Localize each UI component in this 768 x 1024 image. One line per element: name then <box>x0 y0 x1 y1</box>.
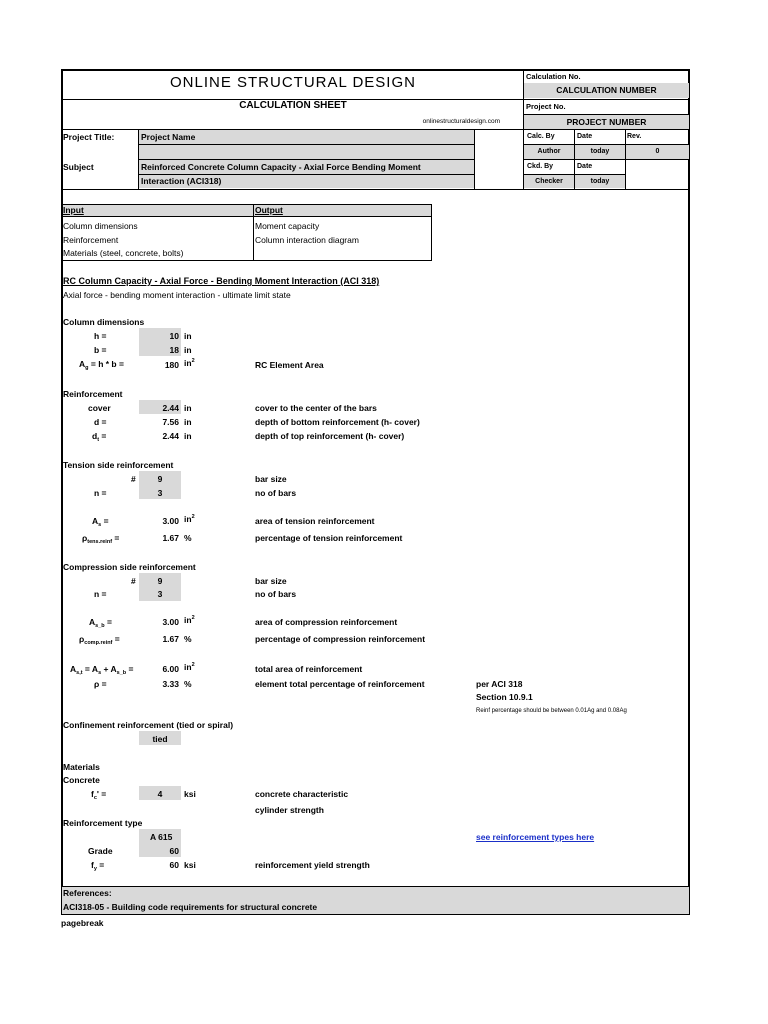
d-unit: in <box>184 417 192 427</box>
confinement-value: tied <box>152 734 168 744</box>
fy-unit: ksi <box>184 860 196 870</box>
reinf-type-value: A 615 <box>150 832 173 842</box>
section-subtitle: Axial force - bending moment interaction - ultimate limit state <box>63 290 291 300</box>
compression-n-label: n = <box>94 589 107 599</box>
reinforcement-heading: Reinforcement <box>63 389 123 399</box>
ast-value: 6.00 <box>162 664 179 674</box>
references-heading: References: <box>63 888 112 898</box>
fy-value: 60 <box>169 860 179 870</box>
tension-n-value: 3 <box>157 488 163 498</box>
grade-value: 60 <box>169 846 179 856</box>
b-label: b = <box>94 345 107 355</box>
h-value: 10 <box>169 331 179 341</box>
d-value: 7.56 <box>162 417 179 427</box>
dt-unit: in <box>184 431 192 441</box>
code-ref-2: Section 10.9.1 <box>476 692 533 702</box>
tension-bar-size: 9 <box>157 474 163 484</box>
rho-tension-value: 1.67 <box>162 533 179 543</box>
rho-total-desc: element total percentage of reinforcement <box>255 679 425 689</box>
date-value-2[interactable]: today <box>575 175 625 188</box>
compression-hash: # <box>131 576 136 586</box>
fy-desc: reinforcement yield strength <box>255 860 370 870</box>
h-unit: in <box>184 331 192 341</box>
dt-value: 2.44 <box>162 431 179 441</box>
materials-heading: Materials <box>63 762 100 772</box>
rho-total-unit: % <box>184 679 192 689</box>
input-item: Column dimensions <box>63 221 138 231</box>
b-value: 18 <box>169 345 179 355</box>
tension-bar-size-desc: bar size <box>255 474 287 484</box>
rho-tension-label: $\rho_{tens.reinf}$ = <box>82 533 120 545</box>
input-item: Materials (steel, concrete, bolts) <box>63 248 184 258</box>
fc-desc-1: concrete characteristic <box>255 789 349 799</box>
output-header: Output <box>255 205 283 215</box>
tension-hash: # <box>131 474 136 484</box>
reinforcement-types-link[interactable]: see reinforcement types here <box>476 832 595 842</box>
tension-n-label: n = <box>94 488 107 498</box>
rho-total-value: 3.33 <box>162 679 179 689</box>
dt-desc: depth of top reinforcement (h- cover) <box>255 431 405 441</box>
project-no-label: Project No. <box>526 102 566 111</box>
column-dims-heading: Column dimensions <box>63 317 145 327</box>
rho-compression-value: 1.67 <box>162 634 179 644</box>
section-title: RC Column Capacity - Axial Force - Bending Moment Interaction (ACI 318) <box>63 276 380 286</box>
rho-compression-unit: % <box>184 634 192 644</box>
compression-bar-size-desc: bar size <box>255 576 287 586</box>
cover-unit: in <box>184 403 192 413</box>
ast-desc: total area of reinforcement <box>255 664 363 674</box>
grade-label: Grade <box>88 846 113 856</box>
date-value-1[interactable]: today <box>575 145 625 159</box>
concrete-heading: Concrete <box>63 775 100 785</box>
references-item: ACI318-05 - Building code requirements for structural concrete <box>63 902 318 912</box>
calc-no-value[interactable]: CALCULATION NUMBER <box>524 83 689 98</box>
asb-desc: area of compression reinforcement <box>255 617 398 627</box>
h-label: h = <box>94 331 107 341</box>
compression-heading: Compression side reinforcement <box>63 562 196 572</box>
rev-label: Rev. <box>627 133 642 140</box>
dt-label: $d_t$ = <box>92 431 107 443</box>
rho-compression-label: $\rho_{comp.reinf}$ = <box>79 634 120 646</box>
input-header: Input <box>63 205 84 215</box>
fc-label: $f_c'$ = <box>91 789 107 801</box>
date-label-2: Date <box>577 163 593 170</box>
ag-value: 180 <box>164 360 179 370</box>
reinf-type-heading: Reinforcement type <box>63 818 143 828</box>
checker-value[interactable]: Checker <box>524 175 574 188</box>
fc-value: 4 <box>157 789 163 799</box>
confinement-heading: Confinement reinforcement (tied or spiral) <box>63 720 234 730</box>
project-no-value[interactable]: PROJECT NUMBER <box>524 115 689 129</box>
cover-label: cover <box>88 403 111 413</box>
pagebreak-label: pagebreak <box>61 918 104 928</box>
author-value[interactable]: Author <box>524 145 574 159</box>
asb-value: 3.00 <box>162 617 179 627</box>
rho-tension-desc: percentage of tension reinforcement <box>255 533 403 543</box>
rev-value[interactable]: 0 <box>626 145 689 159</box>
asb-unit: $in^2$ <box>184 615 195 625</box>
website: onlinestructuraldesign.com <box>422 118 500 125</box>
as-desc: area of tension reinforcement <box>255 516 375 526</box>
compression-n-value: 3 <box>157 589 163 599</box>
b-unit: in <box>184 345 192 355</box>
fy-label: $f_y$ = <box>91 860 105 872</box>
compression-n-desc: no of bars <box>255 589 297 599</box>
as-unit: $in^2$ <box>184 514 195 524</box>
d-label: d = <box>94 417 107 427</box>
io-header-row <box>62 204 432 217</box>
rho-compression-desc: percentage of compression reinforcement <box>255 634 426 644</box>
compression-bar-size: 9 <box>157 576 163 586</box>
calc-by-label: Calc. By <box>527 133 555 140</box>
tension-n-desc: no of bars <box>255 488 297 498</box>
fc-unit: ksi <box>184 789 196 799</box>
cover-value: 2.44 <box>162 403 179 413</box>
asb-label: $A_{s\_b}$ = <box>89 617 112 629</box>
output-item: Column interaction diagram <box>255 235 359 245</box>
input-item: Reinforcement <box>63 235 119 245</box>
calc-no-label: Calculation No. <box>526 72 581 81</box>
rho-tension-unit: % <box>184 533 192 543</box>
ckd-by-label: Ckd. By <box>527 163 554 170</box>
as-value: 3.00 <box>162 516 179 526</box>
subject-line-1: Reinforced Concrete Column Capacity - Axial Force Bending Moment <box>141 162 421 172</box>
ag-unit: $in^2$ <box>184 358 195 368</box>
tension-heading: Tension side reinforcement <box>63 460 174 470</box>
ast-unit: $in^2$ <box>184 662 195 672</box>
cover-desc: cover to the center of the bars <box>255 403 377 413</box>
ag-label: $A_g = h * b$ = <box>79 359 124 371</box>
ag-desc: RC Element Area <box>255 360 324 370</box>
subject-line-2: Interaction (ACI318) <box>141 176 222 186</box>
subject-label: Subject <box>63 162 94 172</box>
output-item: Moment capacity <box>255 221 320 231</box>
code-note: Reinf percentage should be between 0.01Ag and 0.08Ag <box>476 708 627 714</box>
company-title: ONLINE STRUCTURAL DESIGN <box>170 74 416 91</box>
rho-total-label: ρ = <box>94 679 107 689</box>
sheet-title: CALCULATION SHEET <box>239 100 347 111</box>
date-label: Date <box>577 133 593 140</box>
d-desc: depth of bottom reinforcement (h- cover) <box>255 417 420 427</box>
ast-label: $A_{s,t} = A_s + A_{s\_b}$ = <box>70 664 134 676</box>
as-label: $A_s$ = <box>92 516 109 528</box>
code-ref-1: per ACI 318 <box>476 679 523 689</box>
project-title-value: Project Name <box>141 132 196 142</box>
project-title-label: Project Title: <box>63 132 115 142</box>
fc-desc-2: cylinder strength <box>255 805 324 815</box>
